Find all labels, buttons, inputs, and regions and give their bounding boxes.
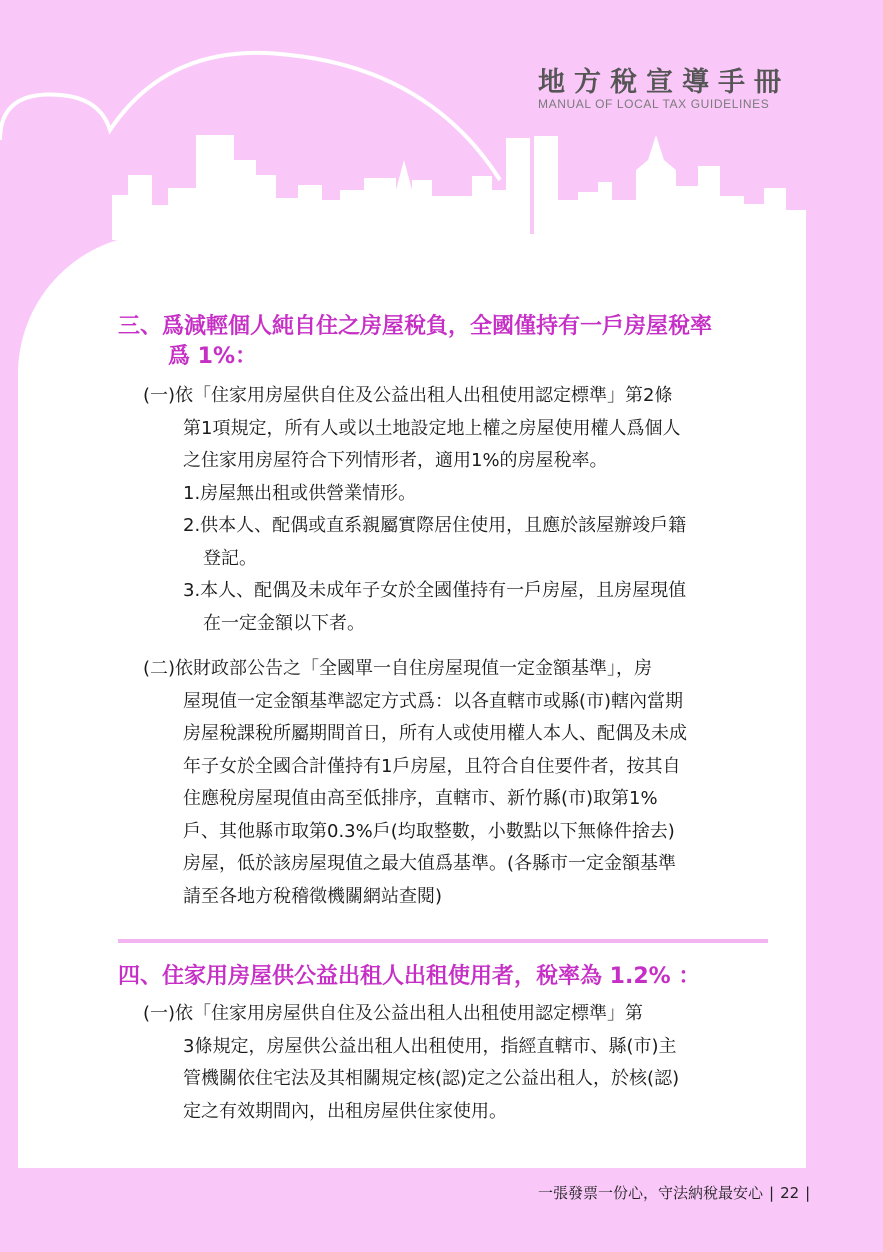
item-line: (一)依「住家用房屋供自住及公益出租人出租使用認定標準」第 bbox=[143, 1003, 644, 1024]
page-footer bbox=[538, 1182, 816, 1203]
sub-item-2-cont: 登記。 bbox=[203, 547, 257, 569]
manual-subtitle: MANUAL OF LOCAL TAX GUIDELINES bbox=[538, 97, 770, 111]
footer-separator: | bbox=[769, 1184, 775, 1202]
item-line: (一)依「住家用房屋供自住及公益出租人出租使用認定標準」第2條 bbox=[143, 385, 673, 406]
section-3-heading-line2: 爲 1%： bbox=[168, 344, 258, 369]
sub-item-2: 2.供本人、配偶或直系親屬實際居住使用，且應於該屋辦竣戶籍 bbox=[183, 515, 687, 536]
section-3-item-2 bbox=[143, 653, 783, 913]
item-line: 管機關依住宅法及其相關規定核(認)定之公益出租人，於核(認) bbox=[183, 1068, 680, 1089]
item-line: 之住家用房屋符合下列情形者，適用1%的房屋稅率。 bbox=[183, 450, 608, 471]
sub-item-3-cont: 在一定金額以下者。 bbox=[203, 612, 365, 634]
item-line: 戶、其他縣市取第0.3%戶(均取整數，小數點以下無條件捨去) bbox=[183, 820, 675, 842]
section-divider bbox=[118, 939, 768, 943]
item-line: 第1項規定，所有人或以土地設定地上權之房屋使用權人爲個人 bbox=[183, 417, 681, 439]
item-line: 定之有效期間內，出租房屋供住家使用。 bbox=[183, 1100, 507, 1122]
item-line: 請至各地方稅稽徵機關網站查閱) bbox=[183, 885, 443, 907]
sub-item-3: 3.本人、配偶及未成年子女於全國僅持有一戶房屋，且房屋現值 bbox=[183, 580, 687, 601]
section-3-item-1 bbox=[143, 380, 783, 640]
item-line: 房屋稅課稅所屬期間首日，所有人或使用權人本人、配偶及未成 bbox=[183, 723, 687, 744]
item-line: 屋現值一定金額基準認定方式爲：以各直轄市或縣(市)轄內當期 bbox=[183, 690, 684, 712]
section-3-heading-line1: 三、爲減輕個人純自住之房屋稅負，全國僅持有一戶房屋稅率 bbox=[118, 314, 713, 339]
section-4-item-1 bbox=[143, 998, 783, 1128]
page-number: 22 bbox=[780, 1184, 800, 1202]
item-line: 年子女於全國合計僅持有1戶房屋，且符合自住要件者，按其自 bbox=[183, 755, 681, 777]
section-3-heading bbox=[118, 312, 712, 372]
manual-title: 地方稅宣導手冊 bbox=[538, 67, 790, 98]
footer-slogan: 一張發票一份心，守法納稅最安心 bbox=[538, 1184, 764, 1202]
item-line: (二)依財政部公告之「全國單一自住房屋現值一定金額基準」，房 bbox=[143, 658, 653, 679]
footer-separator: | bbox=[805, 1184, 811, 1202]
section-4-heading: 四、住家用房屋供公益出租人出租使用者，稅率為 1.2% ： bbox=[118, 964, 701, 989]
skyline-illustration bbox=[0, 0, 883, 260]
item-line: 住應稅房屋現值由高至低排序，直轄市、新竹縣(市)取第1% bbox=[183, 788, 658, 809]
item-line: 3條規定，房屋供公益出租人出租使用，指經直轄市、縣(市)主 bbox=[183, 1035, 677, 1057]
sub-item-1: 1.房屋無出租或供營業情形。 bbox=[183, 482, 417, 504]
item-line: 房屋，低於該房屋現值之最大值爲基準。(各縣市一定金額基準 bbox=[183, 853, 677, 874]
